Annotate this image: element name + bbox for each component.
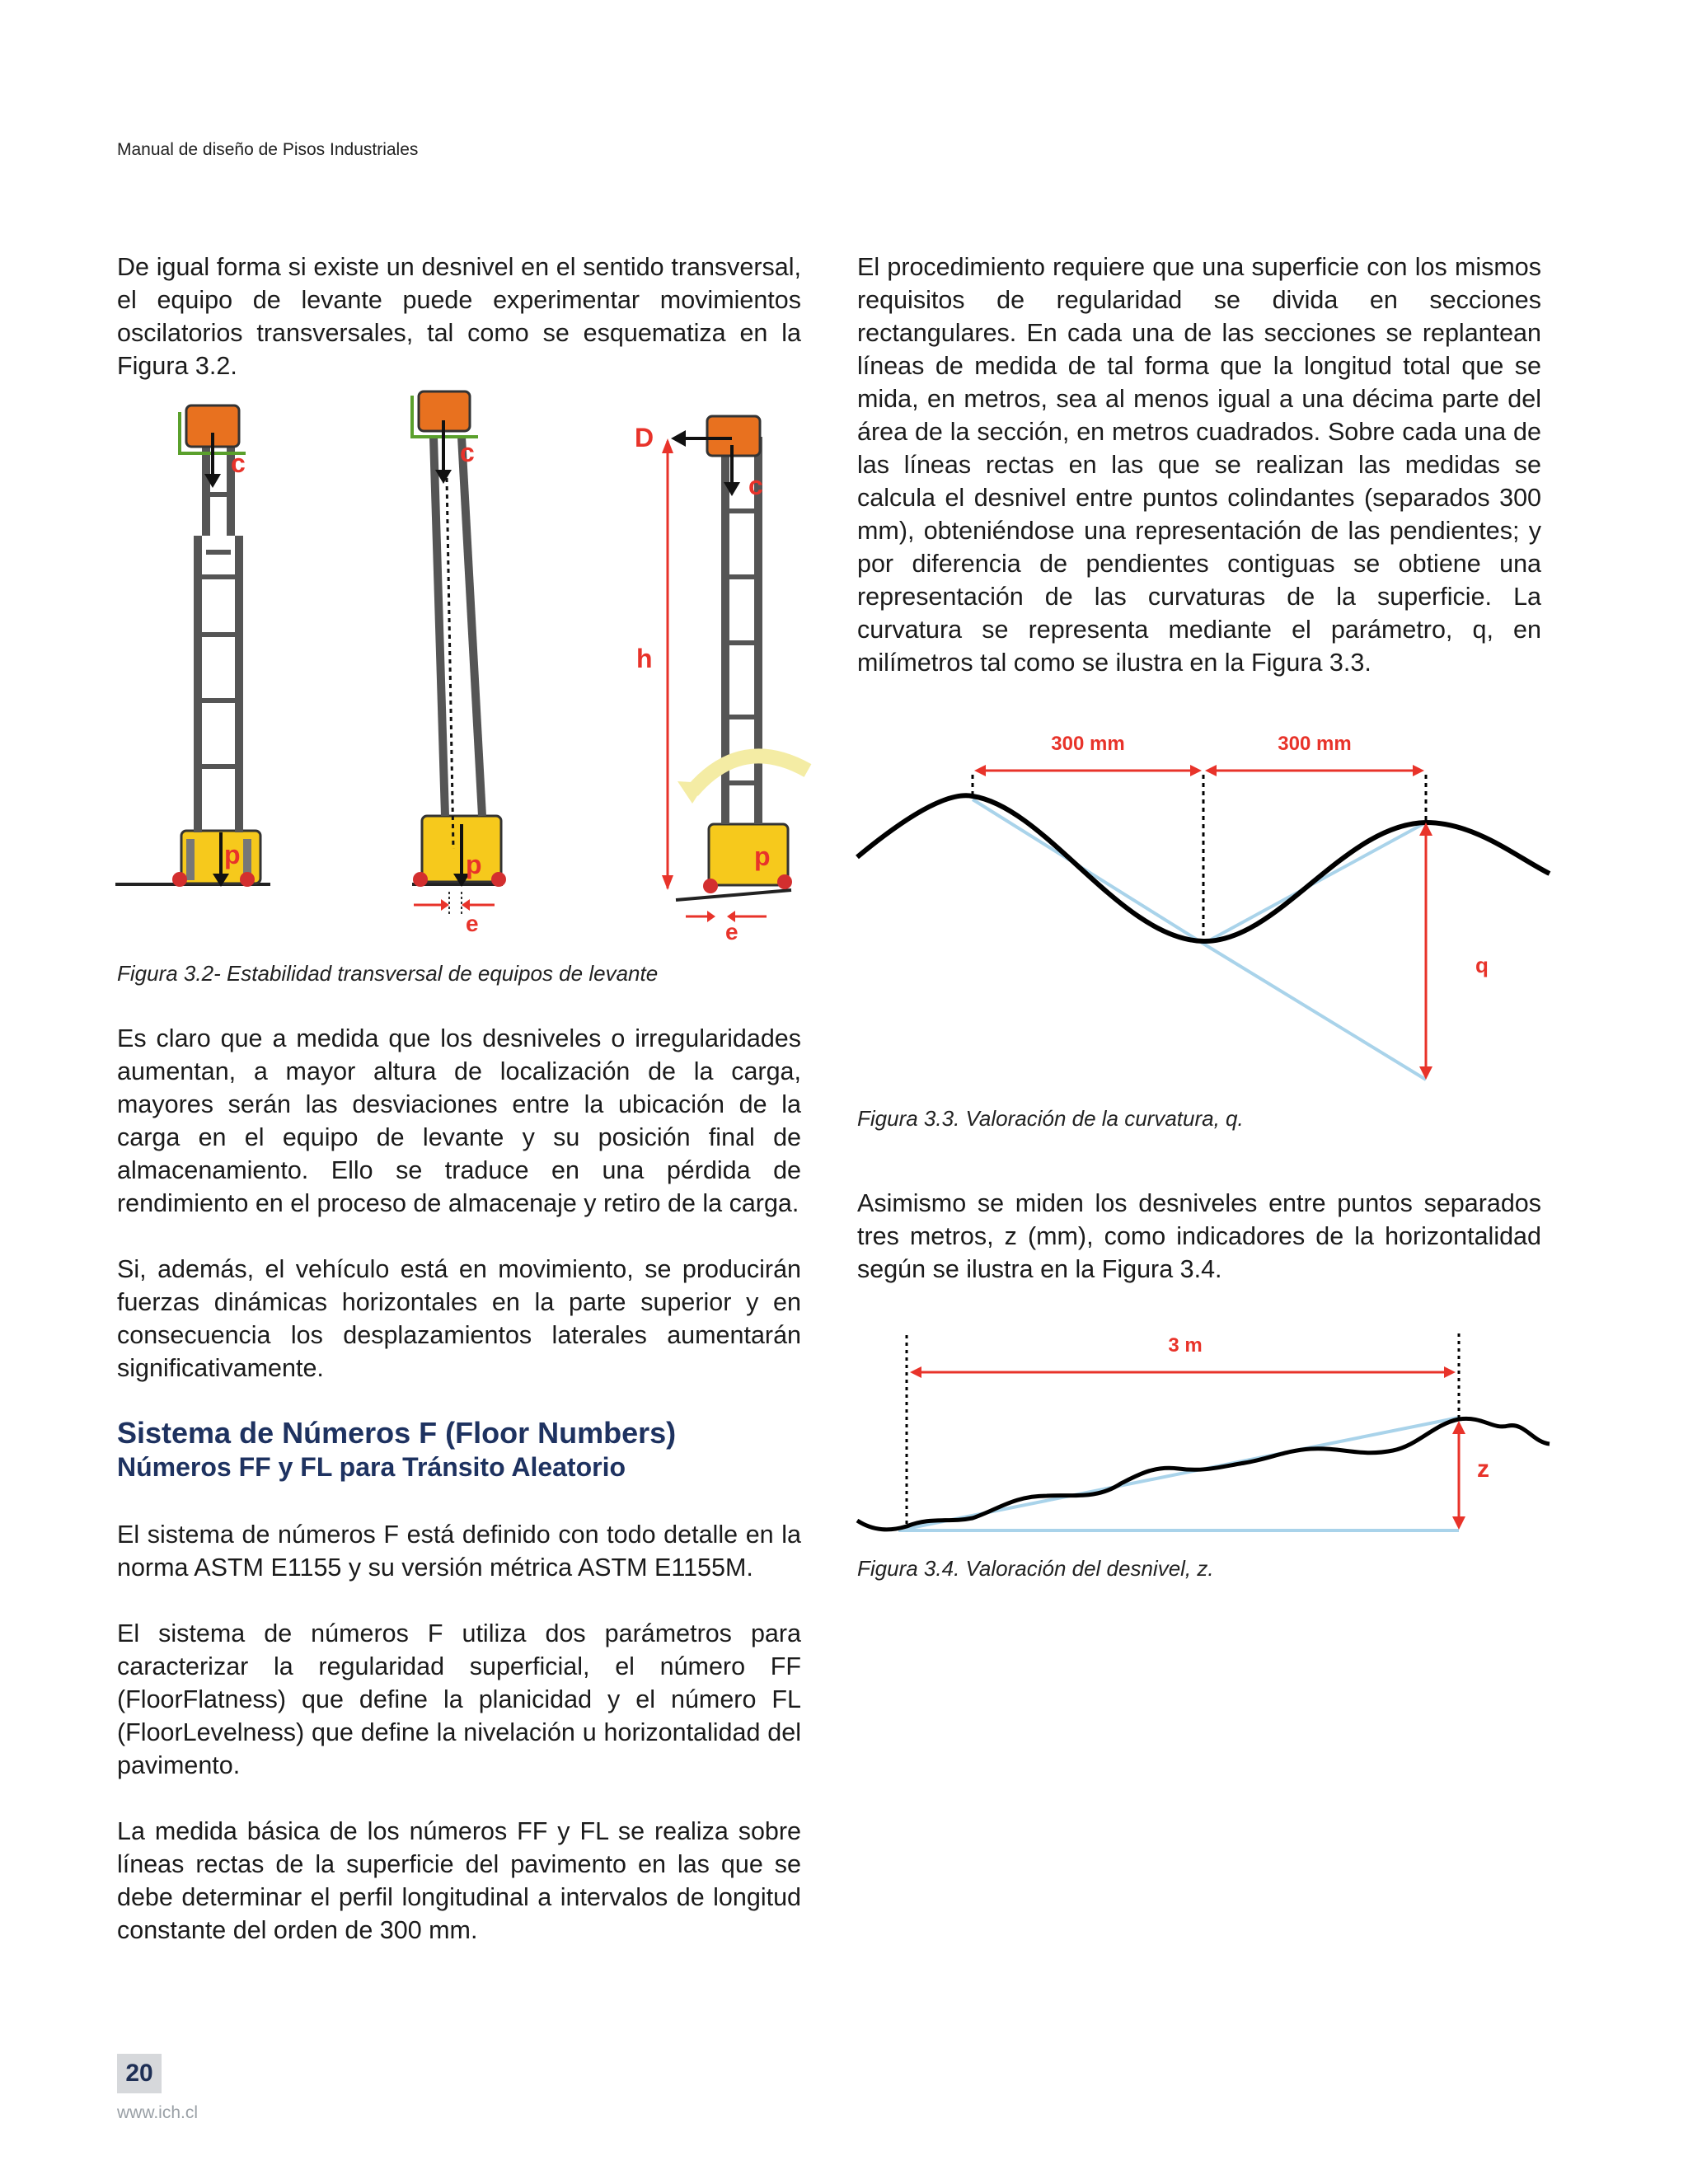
label-z: z xyxy=(1477,1455,1489,1483)
dim-300mm-2: 300 mm xyxy=(1278,733,1352,755)
label-p-3: p xyxy=(754,841,771,871)
label-h: h xyxy=(636,644,653,673)
left-paragraph-2: Es claro que a medida que los desniveles o irregularidades aumentan, a mayor altura de localización de la carga, mayores serán las desviaciones entre la ubicación de la carga en el equipo de levante y su posición final de almacenamiento. Ello se traduce en una pérdida de rendimiento en el proceso de almacenaje y retiro de la carga. xyxy=(117,1024,801,1217)
left-paragraph-4: El sistema de números F está definido con todo detalle en la norma ASTM E1155 y su versión métrica ASTM E1155M. xyxy=(117,1521,801,1582)
figure-3-2 xyxy=(115,387,824,944)
left-paragraph-5: El sistema de números F utiliza dos parámetros para caracterizar la regularidad superficial, el número FF (FloorFlatness) que define la planicidad y el número FL (FloorLevelness) que define la nivelación u horizontalidad del pavimento. xyxy=(117,1619,801,1779)
left-paragraph-3: Si, además, el vehículo está en movimiento, se producirán fuerzas dinámicas horizontales en la parte superior y en consecuencia los desplazamientos laterales aumentarán significativamente. xyxy=(117,1255,801,1382)
dim-3m: 3 m xyxy=(1168,1334,1203,1357)
figure-3-3 xyxy=(849,725,1558,1088)
footer-url: www.ich.cl xyxy=(117,2103,199,2122)
page-number: 20 xyxy=(117,2054,162,2093)
label-c-2: c xyxy=(460,438,475,467)
label-p-2: p xyxy=(466,850,482,879)
figure-3-3-caption: Figura 3.3. Valoración de la curvatura, q. xyxy=(857,1106,1244,1131)
label-e-2: e xyxy=(466,911,479,936)
dim-300mm-1: 300 mm xyxy=(1051,733,1125,755)
label-c-3: c xyxy=(748,471,763,500)
lift-upright xyxy=(115,405,270,887)
figure-3-2-caption: Figura 3.2- Estabilidad transversal de equipos de levante xyxy=(117,961,659,986)
right-paragraph-2: Asimismo se miden los desniveles entre puntos separados tres metros, z (mm), como indicadores de la horizontalidad según se ilustra en la Figura 3.4. xyxy=(857,1189,1541,1283)
left-paragraph-1: De igual forma si existe un desnivel en el sentido transversal, el equipo de levante puede experimentar movimientos oscilatorios transversales, tal como se esquematiza en la Figura 3.2. xyxy=(117,253,801,380)
section-subheading: Números FF y FL para Tránsito Aleatorio xyxy=(117,1452,626,1482)
label-p-1: p xyxy=(224,840,241,869)
running-header: Manual de diseño de Pisos Industriales xyxy=(117,140,419,159)
label-c-1: c xyxy=(231,448,246,478)
label-e-3: e xyxy=(725,919,738,944)
label-D: D xyxy=(635,423,654,452)
left-paragraph-6: La medida básica de los números FF y FL se realiza sobre líneas rectas de la superficie del pavimento en las que se debe determinar el perfil longitudinal a intervalos de longitud constante del orden de 300 mm. xyxy=(117,1817,801,1944)
lift-sloped xyxy=(635,416,808,944)
lift-tilted xyxy=(412,391,506,936)
label-q: q xyxy=(1475,953,1489,977)
figure-3-4-caption: Figura 3.4. Valoración del desnivel, z. xyxy=(857,1556,1214,1581)
section-heading: Sistema de Números F (Floor Numbers) xyxy=(117,1416,677,1450)
figure-3-4 xyxy=(849,1327,1558,1541)
right-paragraph-1: El procedimiento requiere que una superficie con los mismos requisitos de regularidad se divida en secciones rectangulares. En cada una de las secciones se replantean líneas de medida de tal forma que la longitud total que se mida, en metros, sea al menos igual a una décima parte del área de la sección, en metros cuadrados. Sobre cada una de las líneas rectas en las que se realizan las medidas se calcula el desnivel entre puntos colindantes (separados 300 mm), obteniéndose una representación de las pendientes; y por diferencia de pendientes contiguas se obtiene una representación de las curvaturas de la superficie. La curvatura se representa mediante el parámetro, q, en milímetros tal como se ilustra en la Figura 3.3. xyxy=(857,253,1541,677)
